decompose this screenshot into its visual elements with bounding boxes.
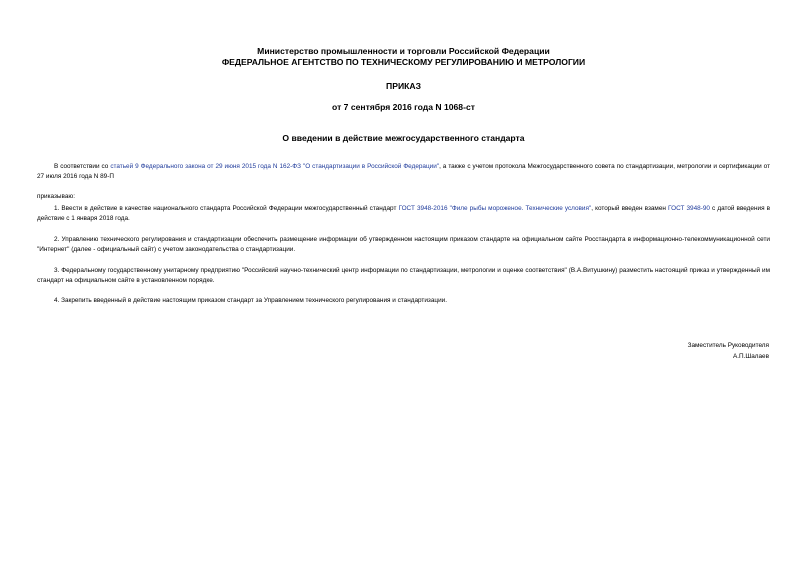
signatory-name: А.П.Шалаев <box>732 353 769 360</box>
document-type: ПРИКАЗ <box>386 81 421 91</box>
item-1-text-after: с датой введения в действие с 1 января 2018 года. <box>37 205 771 222</box>
agency-name: ФЕДЕРАЛЬНОЕ АГЕНТСТВО ПО ТЕХНИЧЕСКОМУ РЕГУЛИРОВАНИЮ И МЕТРОЛОГИИ <box>221 57 586 67</box>
item-3-paragraph: 3. Федеральному государственному унитарному предприятию "Российский научно-технический центр информации по стандартизации, метрологии и оценке соответствия" (В.А.Витушкину) разместить настоящий приказ и утвержденный им стандарт на официальном сайте в установленном порядке. <box>37 267 770 284</box>
document-date: от 7 сентября 2016 года N 1068-ст <box>332 102 475 112</box>
intro-text-after: , а также с учетом протокола Межгосударственного совета по стандартизации, метрологии и сертификации от 27 июля 2016 года N 89-П <box>37 163 770 180</box>
item-1-text-before: 1. Ввести в действие в качестве национального стандарта Российской Федерации межгосударственный стандарт <box>54 205 399 212</box>
gost-90-link[interactable]: ГОСТ 3948-90 <box>668 205 710 212</box>
document-header <box>0 46 807 68</box>
document-title: О введении в действие межгосударственного стандарта <box>282 133 525 143</box>
order-word: приказываю: <box>37 193 75 200</box>
ministry-name: Министерство промышленности и торговли Российской Федерации <box>257 46 550 56</box>
item-2-paragraph: 2. Управлению технического регулирования и стандартизации обеспечить размещение информации об утвержденном настоящим приказом стандарте на официальном сайте Росстандарта в информационно-телекоммуникационной сети "Интернет" (далее - официальный сайт) с учетом законодательства о стандартизации. <box>37 236 770 253</box>
signature-block <box>688 340 769 362</box>
item-4-paragraph: 4. Закрепить введенный в действие настоящим приказом стандарт за Управлением технического регулирования и стандартизации. <box>54 297 447 304</box>
law-link[interactable]: статьей 9 Федерального закона от 29 июня 2015 года N 162-ФЗ "О стандартизации в Российской Федерации" <box>110 163 440 170</box>
item-1-text-middle: , который введен взамен <box>591 205 669 212</box>
intro-paragraph <box>37 162 770 181</box>
intro-text-before: В соответствии со <box>54 163 111 170</box>
gost-2016-link[interactable]: ГОСТ 3948-2016 "Филе рыбы мороженое. Технические условия" <box>398 205 592 212</box>
signatory-position: Заместитель Руководителя <box>687 342 769 349</box>
item-1-paragraph <box>37 204 770 223</box>
